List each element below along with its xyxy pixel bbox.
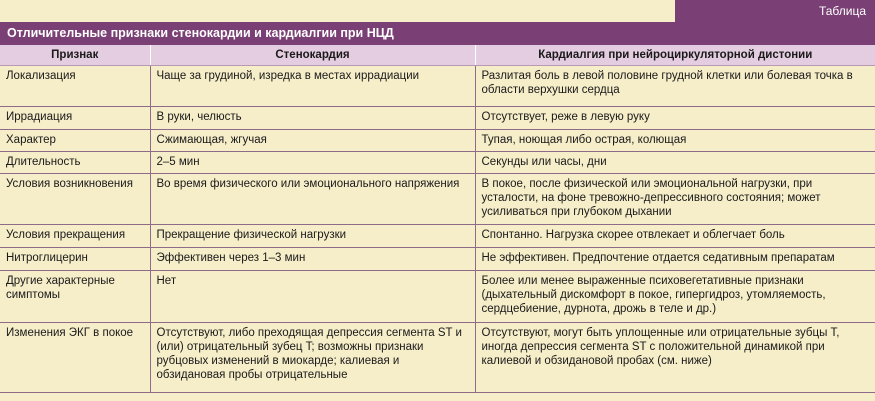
- angina-cell: Прекращение физической нагрузки: [150, 225, 475, 248]
- table-title: Отличительные признаки стенокардии и кардиалгии при НЦД: [0, 22, 875, 45]
- angina-cell: Эффективен через 1–3 мин: [150, 248, 475, 271]
- angina-cell: Отсутствуют, либо преходящая депрессия сегмента ST и (или) отрицательный зубец T; возможны признаки рубцовых изменений в миокарде; калиевая и обзидановая пробы отрицательные: [150, 323, 475, 393]
- angina-cell: Во время физического или эмоционального напряжения: [150, 174, 475, 225]
- angina-cell: 2–5 мин: [150, 152, 475, 174]
- cardialgia-cell: В покое, после физической или эмоциональной нагрузки, при усталости, на фоне тревожно-депрессивного состояния; может усиливаться при глубоком дыхании: [475, 174, 875, 225]
- cardialgia-cell: Отсутствует, реже в левую руку: [475, 107, 875, 130]
- table-row: [0, 107, 875, 130]
- angina-cell: Сжимающая, жгучая: [150, 130, 475, 152]
- table-row: [0, 225, 875, 248]
- table-row: [0, 271, 875, 323]
- table-row: [0, 152, 875, 174]
- angina-cell: Чаще за грудиной, изредка в местах иррадиации: [150, 66, 475, 107]
- sign-cell: Условия возникновения: [0, 174, 150, 225]
- sign-cell: Иррадиация: [0, 107, 150, 130]
- cardialgia-cell: Секунды или часы, дни: [475, 152, 875, 174]
- table-row: [0, 174, 875, 225]
- column-header-cardialgia: Кардиалгия при нейроциркуляторной дистонии: [475, 45, 875, 66]
- sign-cell: Характер: [0, 130, 150, 152]
- cardialgia-cell: Не эффективен. Предпочтение отдается седативным препаратам: [475, 248, 875, 271]
- sign-cell: Нитроглицерин: [0, 248, 150, 271]
- sign-cell: Локализация: [0, 66, 150, 107]
- table-row: [0, 323, 875, 393]
- cardialgia-cell: Спонтанно. Нагрузка скорее отвлекает и облегчает боль: [475, 225, 875, 248]
- header-row: [0, 45, 875, 66]
- cardialgia-cell: Разлитая боль в левой половине грудной клетки или болевая точка в области верхушки сердца: [475, 66, 875, 107]
- cardialgia-cell: Отсутствуют, могут быть уплощенные или отрицательные зубцы T, иногда депрессия сегмента ST с положительной динамикой при калиевой и обзидановой пробах (см. ниже): [475, 323, 875, 393]
- angina-cell: Нет: [150, 271, 475, 323]
- sign-cell: Длительность: [0, 152, 150, 174]
- comparison-table: [0, 45, 875, 393]
- sign-cell: Условия прекращения: [0, 225, 150, 248]
- sign-cell: Другие характерные симптомы: [0, 271, 150, 323]
- table-row: [0, 130, 875, 152]
- column-header-angina: Стенокардия: [150, 45, 475, 66]
- cardialgia-cell: Более или менее выраженные психовегетативные признаки (дыхательный дискомфорт в покое, гипергидроз, утомляемость, сердцебиение, дурнота, дрожь в теле и др.): [475, 271, 875, 323]
- table-tag: Таблица: [675, 0, 875, 22]
- sign-cell: Изменения ЭКГ в покое: [0, 323, 150, 393]
- table-row: [0, 248, 875, 271]
- angina-cell: В руки, челюсть: [150, 107, 475, 130]
- cardialgia-cell: Тупая, ноющая либо острая, колющая: [475, 130, 875, 152]
- table-row: [0, 66, 875, 107]
- column-header-sign: Признак: [0, 45, 150, 66]
